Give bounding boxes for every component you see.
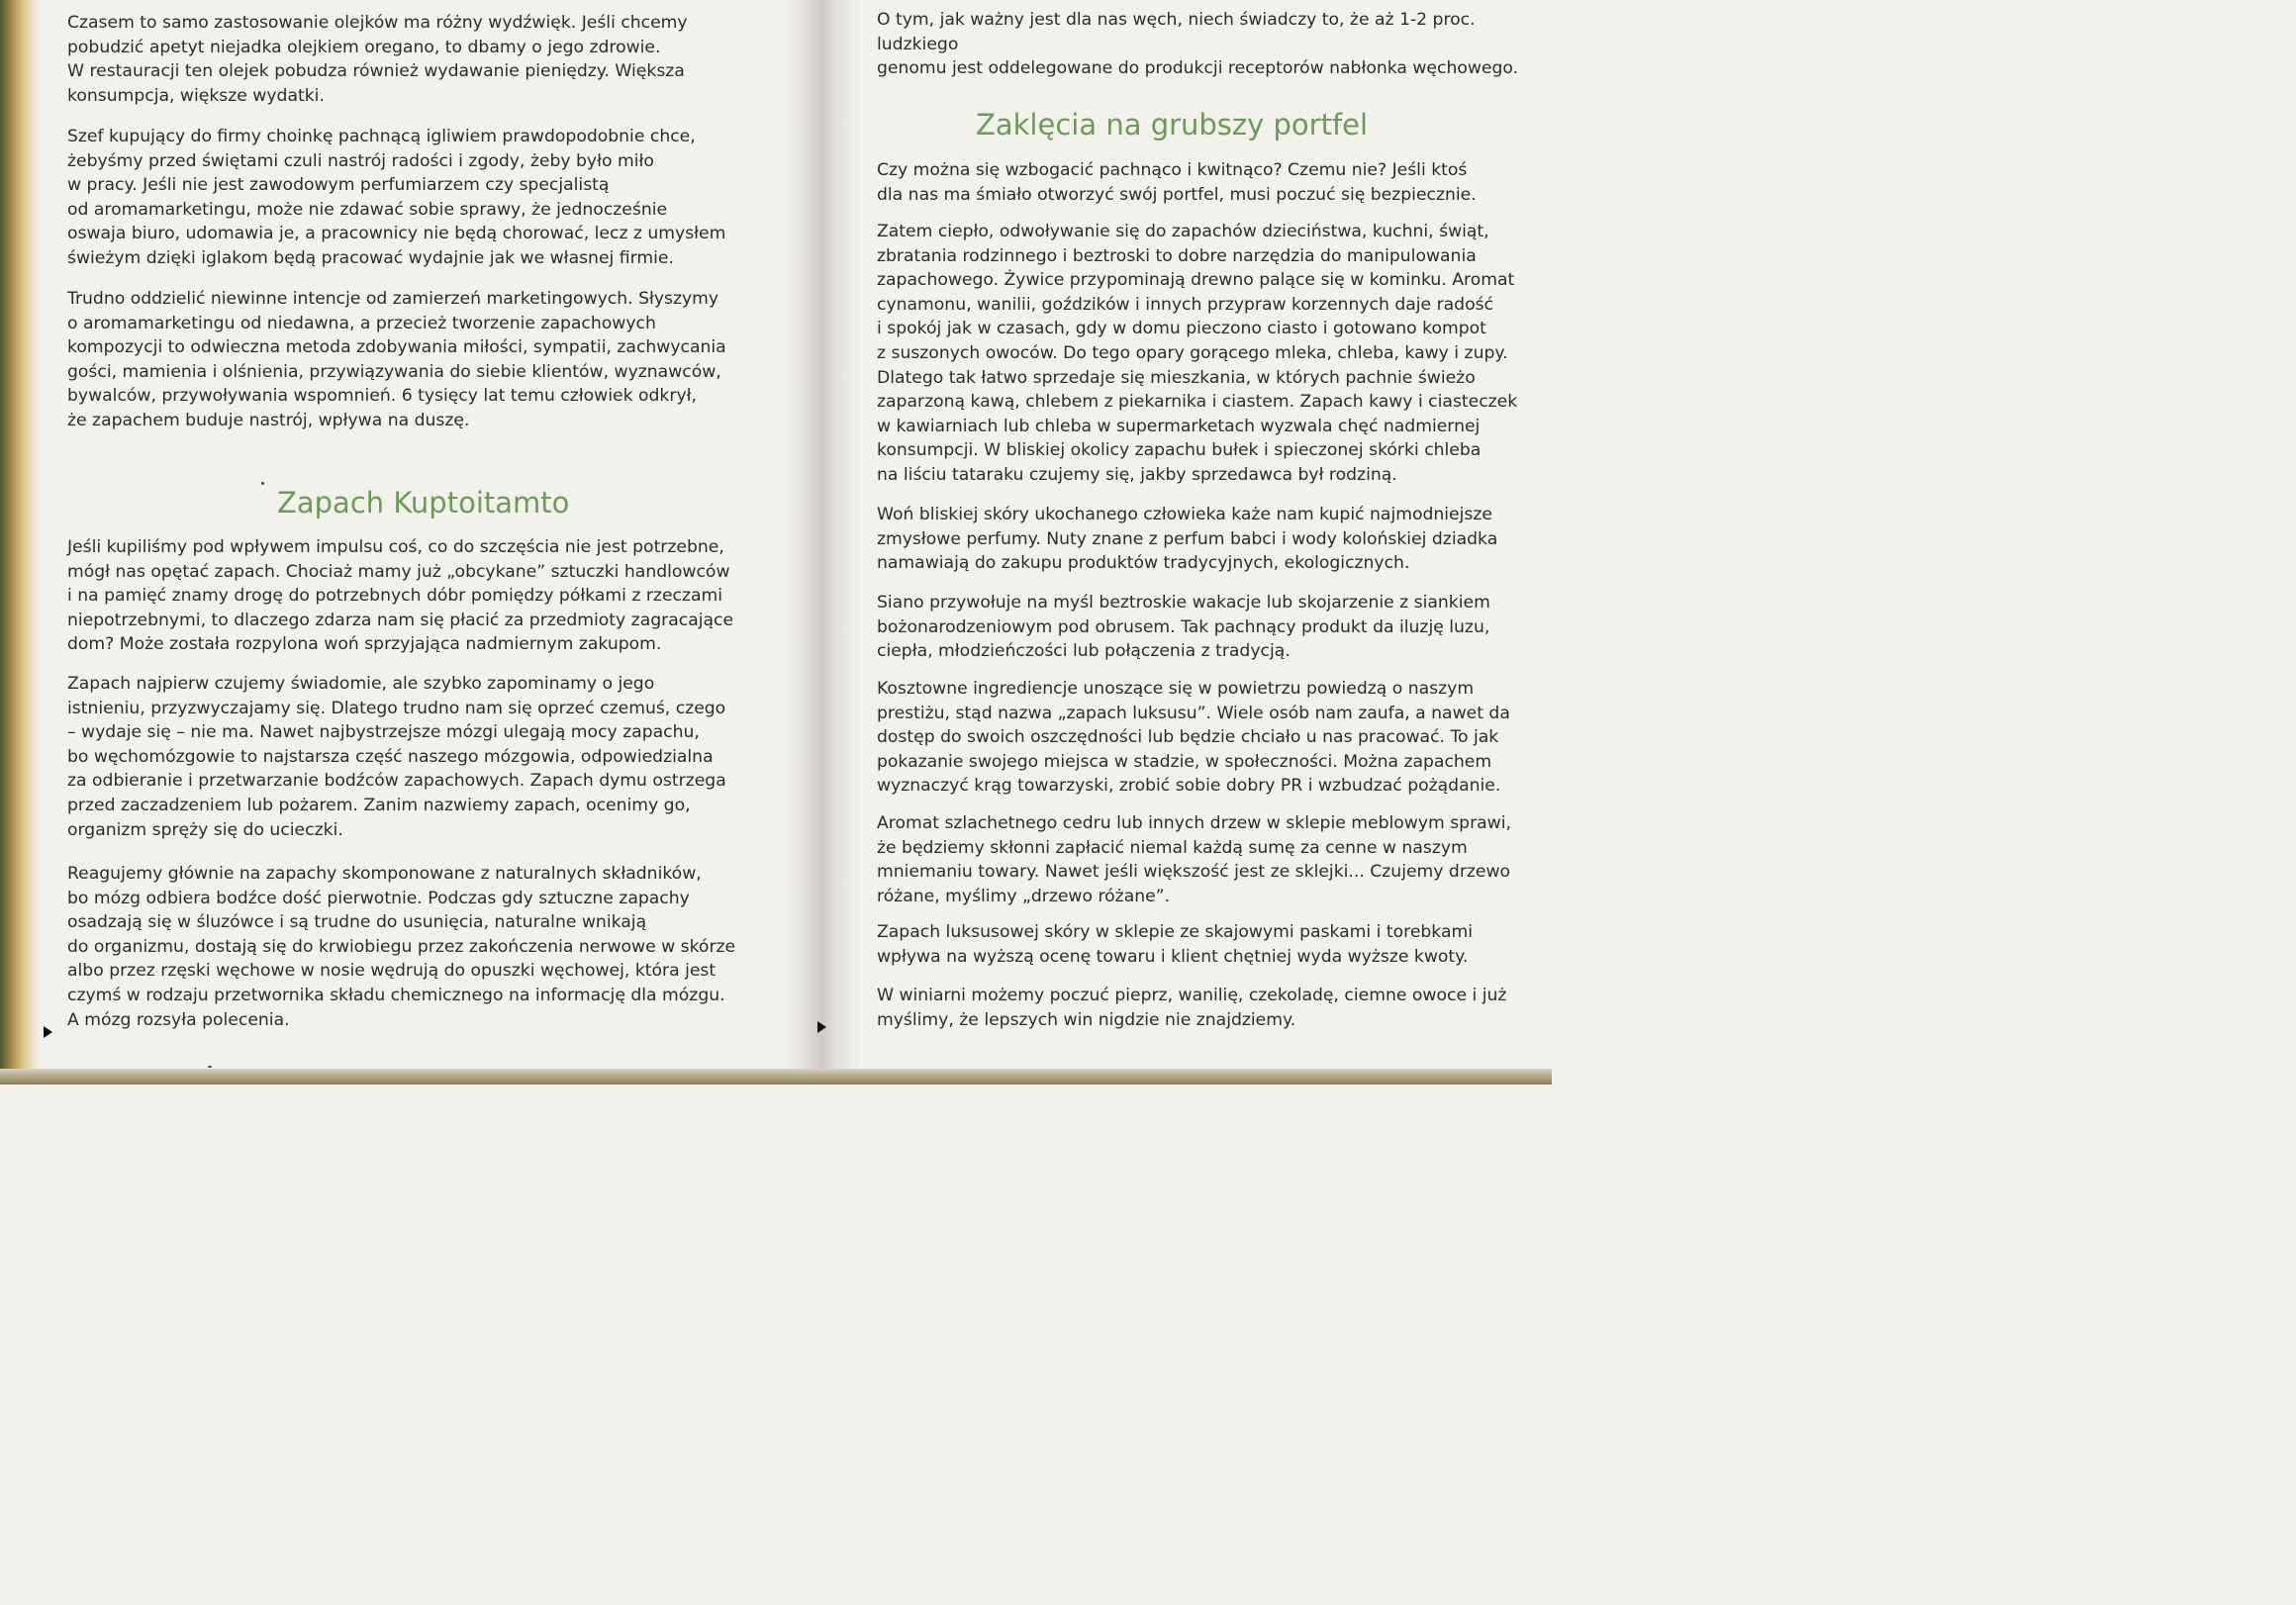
book-edge-left <box>0 0 40 1085</box>
paragraph: Aromat szlachetnego cedru lub innych drzew w sklepie meblowym sprawi, że będziemy skłonni zapłacić niemal każdą sumę za cenne w naszym mniemaniu towary. Nawet jeśli większość jest ze sklejki... Czujemy drzewo różane, myślimy „drzewo różane”. <box>877 813 1511 906</box>
paragraph: Reagujemy głównie na zapachy skomponowane z naturalnych składników, bo mózg odbiera bodźce dość pierwotnie. Podczas gdy sztuczne zapachy osadzają się w śluzówce i są trudne do usunięcia, naturalne wnikają do organizmu, dostają się do krwiobiegu przez zakończenia nerwowe w skórze albo przez rzęski węchowe w nosie wędrują do opuszki węchowej, która jest czymś w rodzaju przetwornika składu chemicznego na informację dla mózgu. A mózg rozsyła polecenia. <box>67 864 736 1030</box>
scan-speck <box>208 1066 212 1068</box>
book-gutter <box>782 0 861 1085</box>
paragraph: Czasem to samo zastosowanie olejków ma różny wydźwięk. Jeśli chcemy pobudzić apetyt niejadka olejkiem oregano, to dbamy o jego zdrowie. W restauracji ten olejek pobudza również wydawanie pieniędzy. Większa konsumpcja, większe wydatki. <box>67 13 688 106</box>
paragraph: Czy można się wzbogacić pachnąco i kwitnąco? Czemu nie? Jeśli ktoś dla nas ma śmiało otworzyć swój portfel, musi poczuć się bezpiecznie. <box>877 160 1477 205</box>
paragraph: Zapach luksusowej skóry w sklepie ze skajowymi paskami i torebkami wpływa na wyższą ocenę towaru i klient chętniej wyda wyższe kwoty. <box>877 922 1474 967</box>
section-heading: Zaklęcia na grubszy portfel <box>976 108 1369 142</box>
paragraph: O tym, jak ważny jest dla nas węch, niech świadczy to, że aż 1-2 proc. ludzkiego genomu jest oddelegowane do produkcji receptorów nabłonka węchowego. <box>877 10 1519 79</box>
paragraph: Zapach najpierw czujemy świadomie, ale szybko zapominamy o jego istnieniu, przyzwyczajamy się. Dlatego trudno nam się oprzeć czemuś, czego – wydaje się – nie ma. Nawet najbystrzejsze mózgi ulegają mocy zapachu, bo węchomózgowie to najstarsza część naszego mózgowia, odpowiedzialna za odbieranie i przetwarzanie bodźców zapachowych. Zapach dymu ostrzega przed zaczadzeniem lub pożarem. Zanim nazwiemy zapach, ocenimy go, organizm spręży się do ucieczki. <box>67 674 726 840</box>
paragraph: W winiarni możemy poczuć pieprz, wanilię, czekoladę, ciemne owoce i już myślimy, że lepszych win nigdzie nie znajdziemy. <box>877 986 1507 1030</box>
book-spread <box>0 0 1552 1085</box>
paragraph: Kosztowne ingrediencje unoszące się w powietrzu powiedzą o naszym prestiżu, stąd nazwa „zapach luksusu”. Wiele osób nam zaufa, a nawet da dostęp do swoich oszczędności lub będzie chciało u nas pracować. To jak pokazanie swojego miejsca w stadzie, w społeczności. Można zapachem wyznaczyć krąg towarzyski, zrobić sobie dobry PR i wzbudzać pożądanie. <box>877 679 1510 797</box>
page-end-arrow-icon <box>44 1026 52 1038</box>
paragraph: Trudno oddzielić niewinne intencje od zamierzeń marketingowych. Słyszymy o aromamarketingu od niedawna, a przecież tworzenie zapachowych kompozycji to odwieczna metoda zdobywania miłości, sympatii, zachwycania gości, mamienia i olśnienia, przywiązywania do siebie klientów, wyznawców, bywalców, przywoływania wspomnień. 6 tysięcy lat temu człowiek odkrył, że zapachem buduje nastrój, wpływa na duszę. <box>67 289 726 430</box>
paragraph: Jeśli kupiliśmy pod wpływem impulsu coś, co do szczęścia nie jest potrzebne, mógł nas opętać zapach. Chociaż mamy już „obcykane” sztuczki handlowców i na pamięć znamy drogę do potrzebnych dóbr pomiędzy półkami z rzeczami niepotrzebnymi, to dlaczego zdarza nam się płacić za przedmioty zagracające dom? Może została rozpylona woń sprzyjająca nadmiernym zakupom. <box>67 537 734 655</box>
section-heading: Zapach Kuptoitamto <box>277 486 570 519</box>
book-edge-bottom <box>0 1069 1552 1085</box>
paragraph: Szef kupujący do firmy choinkę pachnącą igliwiem prawdopodobnie chce, żebyśmy przed świętami czuli nastrój radości i zgody, żeby było miło w pracy. Jeśli nie jest zawodowym perfumiarzem czy specjalistą od aromamarketingu, może nie zdawać sobie sprawy, że jednocześnie oswaja biuro, udomawia je, a pracownicy nie będą chorować, lecz z umysłem świeżym dzięki iglakom będą pracować wydajnie jak we własnej firmie. <box>67 127 726 268</box>
scan-speck <box>261 482 264 485</box>
page-end-arrow-icon <box>817 1021 826 1033</box>
paragraph: Zatem ciepło, odwoływanie się do zapachów dzieciństwa, kuchni, świąt, zbratania rodzinnego i beztroski to dobre narzędzia do manipulowania zapachowego. Żywice przypominają drewno palące się w kominku. Aromat cynamonu, wanilii, goździków i innych przypraw korzennych daje radość i spokój jak w czasach, gdy w domu pieczono ciasto i gotowano kompot z suszonych owoców. Do tego opary gorącego mleka, chleba, kawy i zupy. Dlatego tak łatwo sprzedaje się mieszkania, w których pachnie świeżo zaparzoną kawą, chlebem z piekarnika i ciastem. Zapach kawy i ciasteczek w kawiarniach lub chleba w supermarketach wyzwala chęć nadmiernej konsumpcji. W bliskiej okolicy zapachu bułek i spieczonej skórki chleba na liściu tataraku czujemy się, jakby sprzedawca był rodziną. <box>877 222 1518 485</box>
paragraph: Siano przywołuje na myśl beztroskie wakacje lub skojarzenie z siankiem bożonarodzeniowym pod obrusem. Tak pachnący produkt da iluzję luzu, ciepła, młodzieńczości lub połączenia z tradycją. <box>877 593 1490 662</box>
paragraph: Woń bliskiej skóry ukochanego człowieka każe nam kupić najmodniejsze zmysłowe perfumy. Nuty znane z perfum babci i wody kolońskiej dziadka namawiają do zakupu produktów tradycyjnych, ekologicznych. <box>877 505 1498 574</box>
